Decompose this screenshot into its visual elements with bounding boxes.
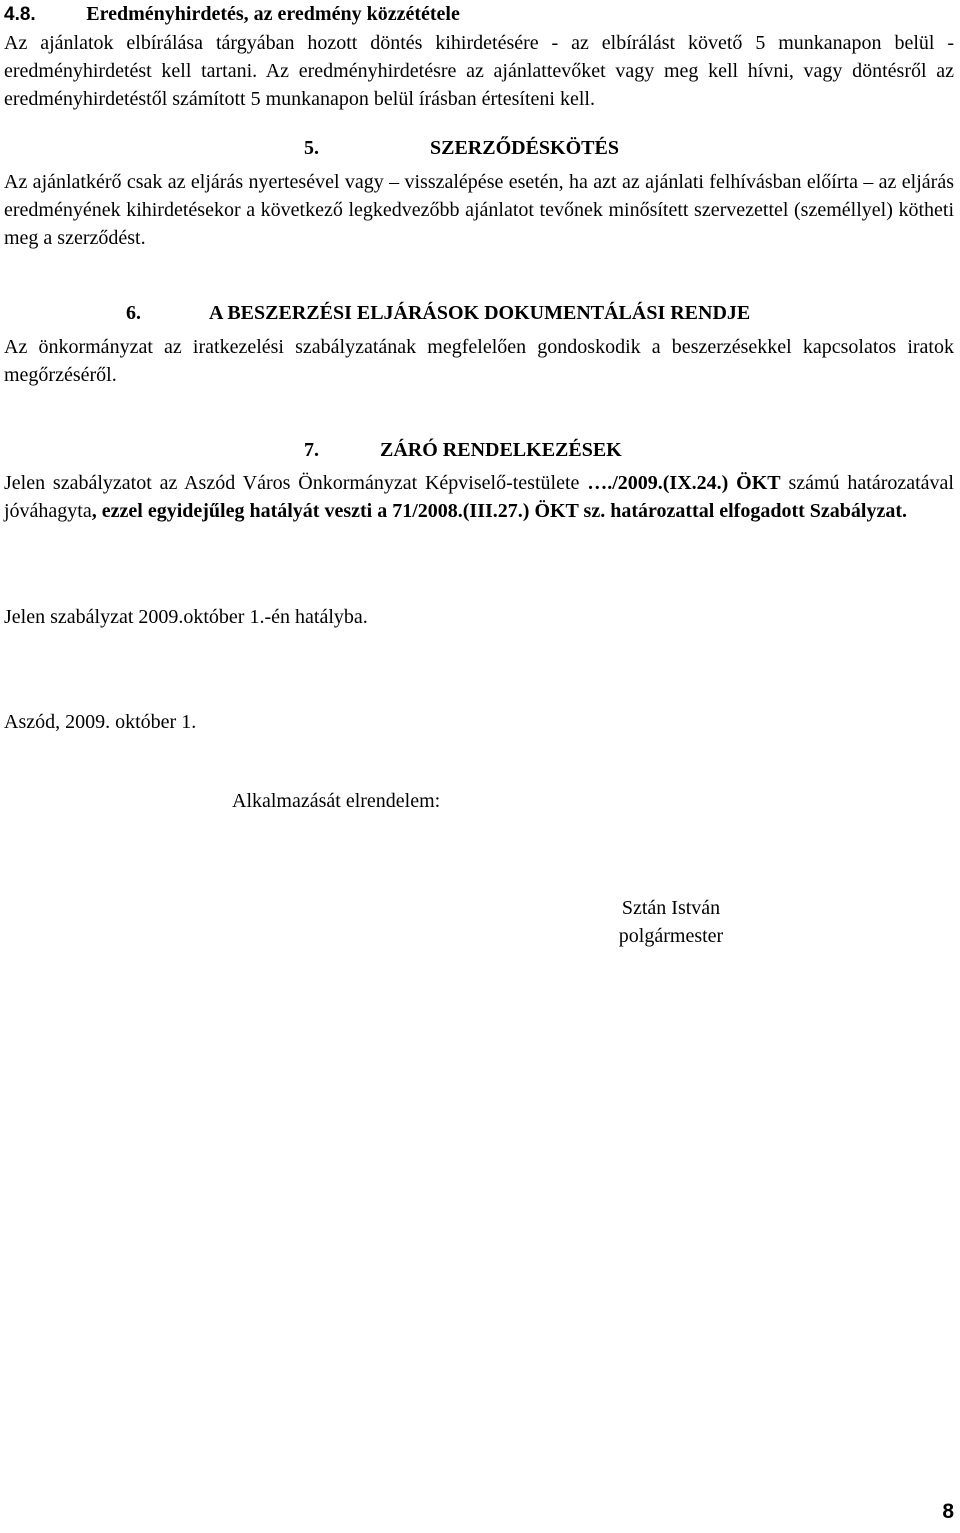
section-4-8-heading bbox=[4, 0, 460, 29]
section-7-text-part-1: Jelen szabályzatot az Aszód Város Önkormányzat Képviselő-testülete bbox=[4, 472, 588, 494]
section-6-heading bbox=[126, 299, 751, 327]
section-4-8-title: Eredményhirdetés, az eredmény közzététele bbox=[86, 3, 460, 25]
signature-block bbox=[606, 894, 736, 950]
section-7-title: ZÁRÓ RENDELKEZÉSEK bbox=[380, 439, 622, 461]
section-6-title: A BESZERZÉSI ELJÁRÁSOK DOKUMENTÁLÁSI RENDJE bbox=[209, 302, 751, 324]
section-7-heading bbox=[304, 436, 622, 464]
section-5-heading bbox=[304, 134, 619, 162]
section-6-number: 6. bbox=[126, 302, 141, 324]
section-4-8-text: Az ajánlatok elbírálása tárgyában hozott döntés kihirdetésére - az elbírálást követő 5 munkanapon belül - eredményhirdetést kell tartani. Az eredményhirdetésre az ajánlattevőket vagy meg kell hívni, vagy döntésről az eredményhirdetéstől számított 5 munkanapon belül írásban értesíteni kell. bbox=[4, 32, 954, 110]
place-date-text: Aszód, 2009. október 1. bbox=[4, 711, 197, 733]
section-7-text-part-2: számú határozatával jóváhagyta bbox=[4, 472, 954, 522]
ordered-text: Alkalmazását elrendelem: bbox=[232, 790, 441, 812]
section-4-8-number: 4.8. bbox=[4, 4, 36, 25]
section-5-number: 5. bbox=[304, 137, 319, 159]
section-5-title: SZERZŐDÉSKÖTÉS bbox=[430, 137, 619, 159]
section-5-text: Az ajánlatkérő csak az eljárás nyertesével vagy – visszalépése esetén, ha azt az ajánlati felhívásban előírta – az eljárás eredményének kihirdetésekor a következő legkedvezőbb ajánlatot tevőnek minősített szervezettel (személlyel) kötheti meg a szerződést. bbox=[4, 171, 954, 249]
section-6-text: Az önkormányzat az iratkezelési szabályzatának megfelelően gondoskodik a beszerzésekkel kapcsolatos iratok megőrzéséről. bbox=[4, 336, 954, 386]
section-7-resolution-number: …./2009.(IX.24.) ÖKT bbox=[587, 472, 781, 494]
section-7-repeal-clause: , ezzel egyidejűleg hatályát veszti a 71/2008.(III.27.) ÖKT sz. határozattal elfogadott Szabályzat. bbox=[91, 500, 908, 522]
page-number: 8 bbox=[942, 1500, 954, 1523]
signer-name: Sztán István bbox=[621, 897, 721, 919]
effective-date-text: Jelen szabályzat 2009.október 1.-én hatályba. bbox=[4, 606, 368, 628]
section-7-text bbox=[4, 469, 954, 525]
signer-role: polgármester bbox=[618, 925, 724, 947]
section-7-number: 7. bbox=[304, 439, 319, 461]
